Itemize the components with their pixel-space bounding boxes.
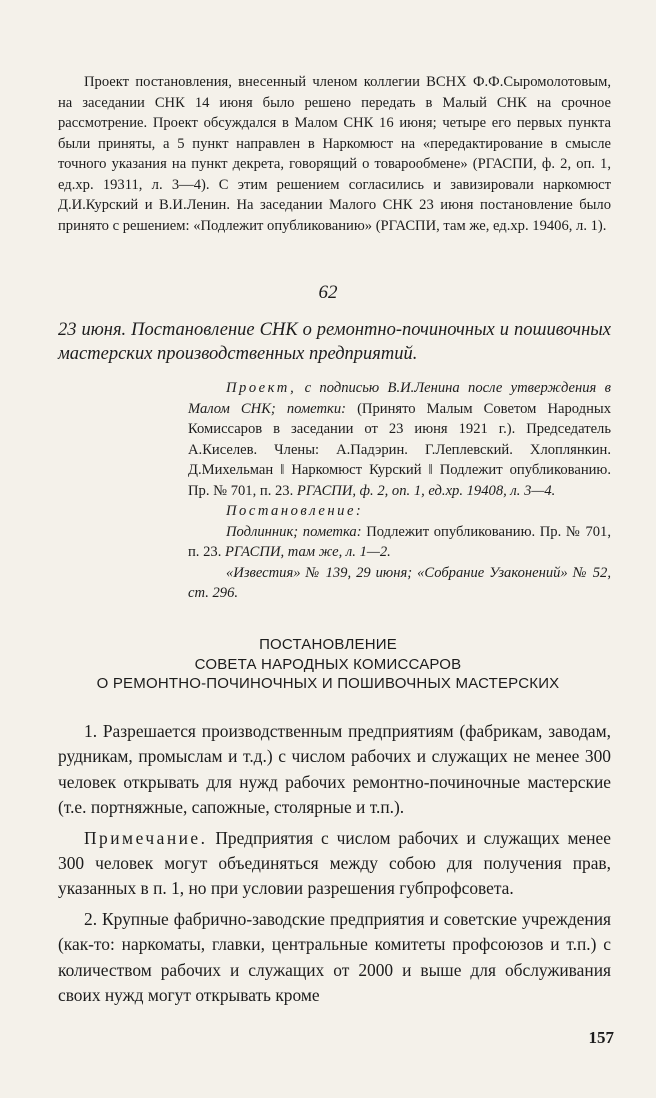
note-text: Предприятия с числом рабочих и служащих менее 300 человек могут объединяться между собою для получения прав, указанных в п. 1, но при условии разрешения губпрофсовета. <box>58 827 611 899</box>
source-resolution <box>188 501 611 522</box>
paragraph-2: 2. Крупные фабрично-заводские предприятия и советские учреждения (как-то: наркоматы, главки, центральные комитеты профсоюзов и т.п.) с количеством рабочих и служащих от 2000 и выше для обслуживания своих нужд могут открывать кроме <box>58 908 611 1006</box>
decree-body <box>58 719 611 1013</box>
document-number: 62 <box>318 282 338 303</box>
archival-source <box>188 378 611 604</box>
project-ref: РГАСПИ, ф. 2, оп. 1, ед.хр. 19408, л. 3—4. <box>296 482 556 499</box>
heading-line-2: СОВЕТА НАРОДНЫХ КОМИССАРОВ <box>194 655 462 673</box>
original-label: Подлинник; пометка: <box>226 523 362 540</box>
source-project <box>188 378 611 501</box>
heading-line-1: ПОСТАНОВЛЕНИЕ <box>259 636 397 653</box>
document-title <box>58 318 611 366</box>
heading-line-3: О РЕМОНТНО-ПОЧИНОЧНЫХ И ПОШИВОЧНЫХ МАСТЕРСКИХ <box>96 675 560 692</box>
note-label: Примечание. <box>84 827 208 848</box>
document-title-text: 23 июня. Постановление СНК о ремонтно-починочных и пошивочных мастерских производственных предприятий. <box>58 320 611 364</box>
project-rest: (Принято Малым Советом Народных Комиссаров в заседании от 23 июня 1921 г.). Председатель А.Киселев. Члены: А.Падэрин. Г.Леплевский. Хлоплянкин. Д.Михельман ‖ Наркомюст Курский ‖ Подлежит опубликованию. Пр. № 701, п. 23. <box>188 400 611 499</box>
intro-note <box>58 72 611 236</box>
project-text: с подписью В.И.Ленина после утверждения в Малом СНК; пометки: <box>188 380 611 417</box>
page-number: 157 <box>588 1028 614 1047</box>
source-original <box>188 522 611 563</box>
original-ref: РГАСПИ, там же, л. 1—2. <box>225 544 391 560</box>
publications-text: «Известия» № 139, 29 июня; «Собрание Узаконений» № 52, ст. 296. <box>188 564 611 601</box>
decree-heading <box>30 635 626 694</box>
original-text: Подлежит опубликованию. Пр. № 701, п. 23. <box>188 523 611 560</box>
source-publications <box>188 563 611 604</box>
paragraph-1: 1. Разрешается производственным предприятиям (фабрикам, заводам, рудникам, промыслам и т.д.) с числом рабочих и служащих не менее 300 человек открывать для нужд рабочих ремонтно-починочные мастерские (т.е. портняжные, сапожные, столярные и т.п.). <box>58 721 611 818</box>
project-label: Проект, <box>226 380 297 396</box>
note-paragraph <box>58 826 611 902</box>
intro-note-text: Проект постановления, внесенный членом коллегии ВСНХ Ф.Ф.Сыромолотовым, на заседании СНК 14 июня было решено передать в Малый СНК на срочное рассмотрение. Проект обсуждался в Малом СНК 16 июня; четыре его первых пункта были приняты, а 5 пункт направлен в Наркомюст на «передактирование в смысле точного указания на пункт декрета, говорящий о товарообмене» (РГАСПИ, ф. 2, оп. 1, ед.хр. 19311, л. 3—4). С этим решением согласились и завизировали наркомюст Д.И.Курский и В.И.Ленин. На заседании Малого СНК 23 июня постановление было принято с решением: «Подлежит опубликованию» (РГАСПИ, там же, ед.хр. 19406, л. 1). <box>58 74 611 234</box>
resolution-label: Постановление: <box>226 503 364 519</box>
